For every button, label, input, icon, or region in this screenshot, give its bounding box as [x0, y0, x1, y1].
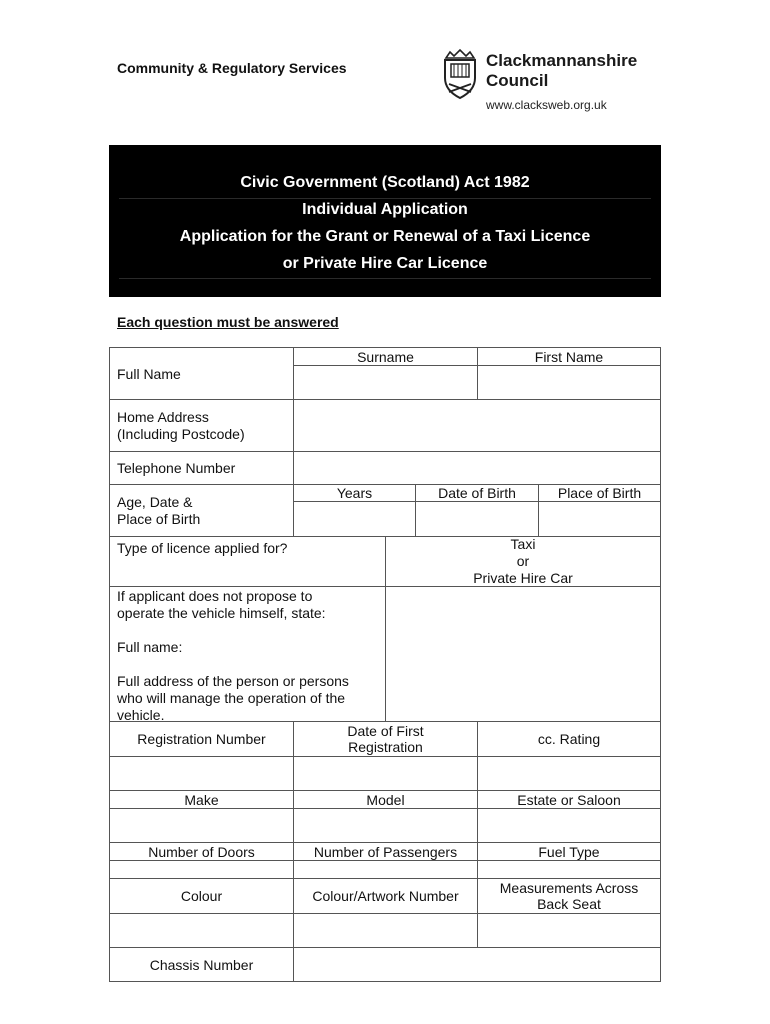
- years-field[interactable]: [293, 501, 416, 537]
- operator-intro-line1: If applicant does not propose to: [117, 588, 313, 604]
- council-name-line2: Council: [486, 71, 549, 90]
- operator-address-line2: who will manage the operation of the: [117, 690, 346, 706]
- banner-divider: [119, 278, 651, 279]
- measurements-field[interactable]: [477, 913, 661, 948]
- surname-header: Surname: [293, 347, 478, 366]
- first-registration-field[interactable]: [293, 756, 478, 791]
- banner-licence-subtitle: or Private Hire Car Licence: [282, 255, 488, 272]
- first-name-header: First Name: [477, 347, 661, 366]
- age-dob-label-line1: Age, Date &: [117, 493, 193, 510]
- registration-number-header: Registration Number: [109, 721, 294, 757]
- council-logo: [440, 48, 670, 118]
- licence-type-options[interactable]: [385, 536, 661, 587]
- pob-field[interactable]: [538, 501, 661, 537]
- licence-type-label-text: Type of licence applied for?: [117, 540, 288, 556]
- first-registration-header: [293, 721, 478, 757]
- pob-header: Place of Birth: [538, 484, 661, 502]
- number-of-doors-field[interactable]: [109, 860, 294, 879]
- operator-address-line1: Full address of the person or persons: [117, 673, 349, 689]
- cc-rating-header: cc. Rating: [477, 721, 661, 757]
- number-of-doors-header: Number of Doors: [109, 842, 294, 861]
- measurements-line1: Measurements Across: [499, 880, 639, 896]
- age-dob-label: [109, 484, 294, 537]
- dob-header: Date of Birth: [415, 484, 539, 502]
- colour-field[interactable]: [109, 913, 294, 948]
- chassis-number-field[interactable]: [293, 947, 661, 982]
- colour-artwork-number-header: Colour/Artwork Number: [293, 878, 478, 914]
- model-header: Model: [293, 790, 478, 809]
- operator-details-field[interactable]: [385, 586, 661, 722]
- measurements-header: [477, 878, 661, 914]
- council-name: [486, 51, 637, 91]
- council-name-line1: Clackmannanshire: [486, 51, 638, 70]
- licence-option-private-hire[interactable]: Private Hire Car: [473, 570, 573, 586]
- licence-type-label: [109, 536, 386, 587]
- fuel-type-header: Fuel Type: [477, 842, 661, 861]
- home-address-label: [109, 399, 294, 452]
- home-address-field[interactable]: [293, 399, 661, 452]
- surname-field[interactable]: [293, 365, 478, 400]
- council-crest-icon: [440, 48, 480, 100]
- telephone-label: [109, 451, 294, 485]
- colour-header: Colour: [109, 878, 294, 914]
- home-address-label-line1: Home Address: [117, 408, 209, 425]
- first-registration-line2: Registration: [348, 739, 423, 755]
- first-name-field[interactable]: [477, 365, 661, 400]
- measurements-line2: Back Seat: [537, 896, 601, 912]
- licence-option-taxi[interactable]: Taxi: [510, 536, 536, 552]
- age-dob-label-line2: Place of Birth: [117, 510, 201, 527]
- telephone-label-text: Telephone Number: [117, 460, 236, 476]
- operator-details-label: [109, 586, 386, 722]
- dob-field[interactable]: [415, 501, 539, 537]
- home-address-label-line2: (Including Postcode): [117, 425, 245, 442]
- full-name-label-text: Full Name: [117, 365, 181, 382]
- banner-licence-title: Application for the Grant or Renewal of a Taxi Licence: [179, 228, 591, 245]
- instruction-text: Each question must be answered: [117, 314, 339, 330]
- estate-or-saloon-field[interactable]: [477, 808, 661, 843]
- fuel-type-field[interactable]: [477, 860, 661, 879]
- number-of-passengers-field[interactable]: [293, 860, 478, 879]
- operator-intro-line2: operate the vehicle himself, state:: [117, 605, 326, 621]
- model-field[interactable]: [293, 808, 478, 843]
- cc-rating-field[interactable]: [477, 756, 661, 791]
- chassis-number-label: Chassis Number: [109, 947, 294, 982]
- banner-application-type: Individual Application: [302, 201, 468, 218]
- telephone-field[interactable]: [293, 451, 661, 485]
- licence-option-or: or: [516, 553, 530, 569]
- operator-address-line3: vehicle.: [117, 707, 165, 723]
- operator-full-name-label: Full name:: [117, 639, 183, 655]
- number-of-passengers-header: Number of Passengers: [293, 842, 478, 861]
- make-header: Make: [109, 790, 294, 809]
- make-field[interactable]: [109, 808, 294, 843]
- title-banner: [109, 145, 661, 297]
- colour-artwork-number-field[interactable]: [293, 913, 478, 948]
- banner-act-title: Civic Government (Scotland) Act 1982: [240, 174, 530, 191]
- banner-divider: [119, 198, 651, 199]
- department-name: Community & Regulatory Services: [117, 60, 347, 76]
- full-name-label: [109, 347, 294, 400]
- estate-or-saloon-header: Estate or Saloon: [477, 790, 661, 809]
- council-website: www.clacksweb.org.uk: [486, 98, 607, 112]
- years-header: Years: [293, 484, 416, 502]
- first-registration-line1: Date of First: [347, 723, 424, 739]
- registration-number-field[interactable]: [109, 756, 294, 791]
